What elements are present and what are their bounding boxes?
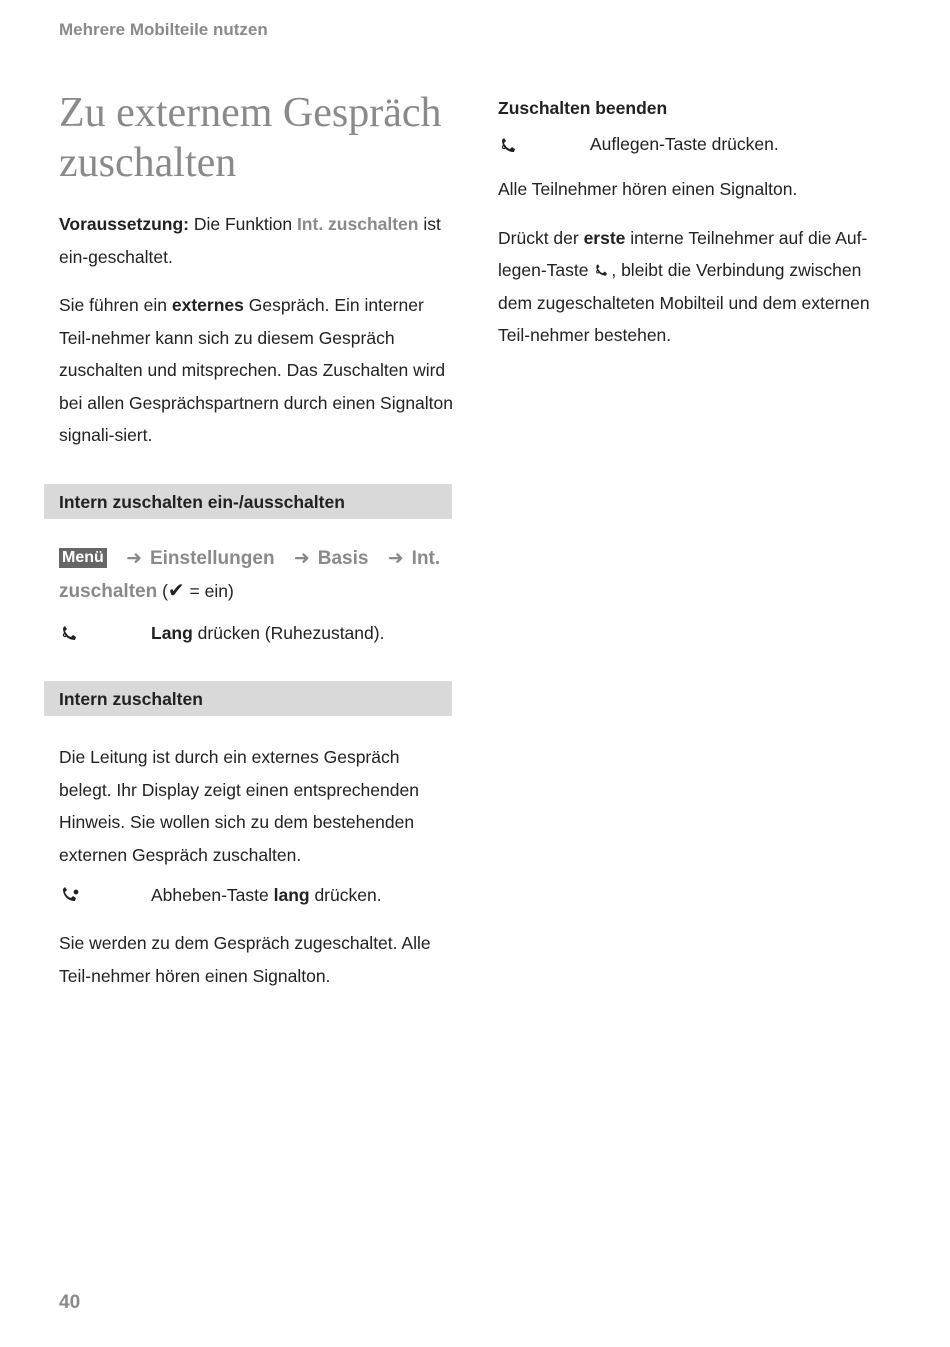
left-column [59,88,454,452]
intro-text-1: Sie führen ein [59,295,172,315]
step-text-2: drücken. [309,885,382,905]
connection-paragraph [498,222,898,352]
step-bold: lang [273,885,310,905]
menu-path-item: Int. zuschalten [59,548,441,602]
menu-key: Menü [59,548,107,568]
arrow-right-icon: ➜ [126,548,142,569]
para-text-3: , bleibt die Verbindung zwischen dem zugeschalteten Mobilteil und dem externen Teil-nehmer bestehen. [498,260,870,345]
step-text [151,882,382,908]
prerequisite-paragraph [59,208,454,273]
result-block [59,927,454,992]
talk-key-icon [59,884,81,906]
prerequisite-label: Voraussetzung: [59,214,189,234]
step-bold: Lang [151,623,193,643]
step-row [59,882,454,910]
section-heading-bar [44,484,452,519]
section-heading: Intern zuschalten ein-/ausschalten [59,492,345,512]
subsection-heading: Zuschalten beenden [498,98,668,118]
running-head: Mehrere Mobilteile nutzen [59,20,268,39]
arrow-right-icon: ➜ [293,548,310,569]
end-call-key-icon [498,134,520,156]
section2-body [59,741,454,871]
para-text-1: Drückt der [498,227,584,248]
signal-paragraph: Alle Teilnehmer hören einen Signalton. [498,179,798,199]
prerequisite-text-1: Die Funktion [188,214,297,234]
step-text-1: Abheben-Taste [151,885,274,905]
right-column [498,95,898,352]
step-text [151,620,384,646]
end-call-key-icon [59,622,81,644]
result-paragraph: Sie werden zu dem Gespräch zugeschaltet. Alle Teil-nehmer hören einen Signalton. [59,933,431,986]
menu-path-item: Einstellungen [149,548,275,569]
page-number: 40 [59,1292,81,1313]
intro-paragraph [59,289,454,452]
step-row [498,131,898,161]
end-call-key-icon [593,261,611,279]
page-title: Zu externem Gespräch zuschalten [59,90,442,186]
intro-text-2: Gespräch. Ein interner Teil-nehmer kann sich zu diesem Gespräch zuschalten und mitsprechen. Das Zuschalten wird bei allen Gesprächspartnern durch einen Signalton signali-siert. [59,295,454,445]
prerequisite-text-2: ist ein-geschaltet. [59,214,441,267]
prerequisite-function: Int. zuschalten [296,214,419,234]
body-paragraph: Die Leitung ist durch ein externes Gespräch belegt. Ihr Display zeigt einen entsprechenden Hinweis. Sie wollen sich zu dem bestehenden externen Gespräch zuschalten. [59,747,419,865]
step-text: Auflegen-Taste drücken. [590,134,779,154]
menu-path [59,542,454,608]
checkmark-icon: ✔ [167,580,185,602]
para-bold: erste [583,227,626,248]
arrow-right-icon: ➜ [387,548,404,569]
step-text-rest: drücken (Ruhezustand). [192,623,385,643]
section-heading: Intern zuschalten [59,689,203,709]
menu-path-item: Basis [317,548,369,569]
step-row [59,620,454,648]
intro-bold: externes [171,295,244,315]
para-text-2: interne Teilnehmer auf die Auf-legen-Taste [498,227,868,280]
section-heading-bar [44,681,452,716]
check-note-open: ( [157,581,168,601]
check-note-close: = ein) [184,581,234,601]
